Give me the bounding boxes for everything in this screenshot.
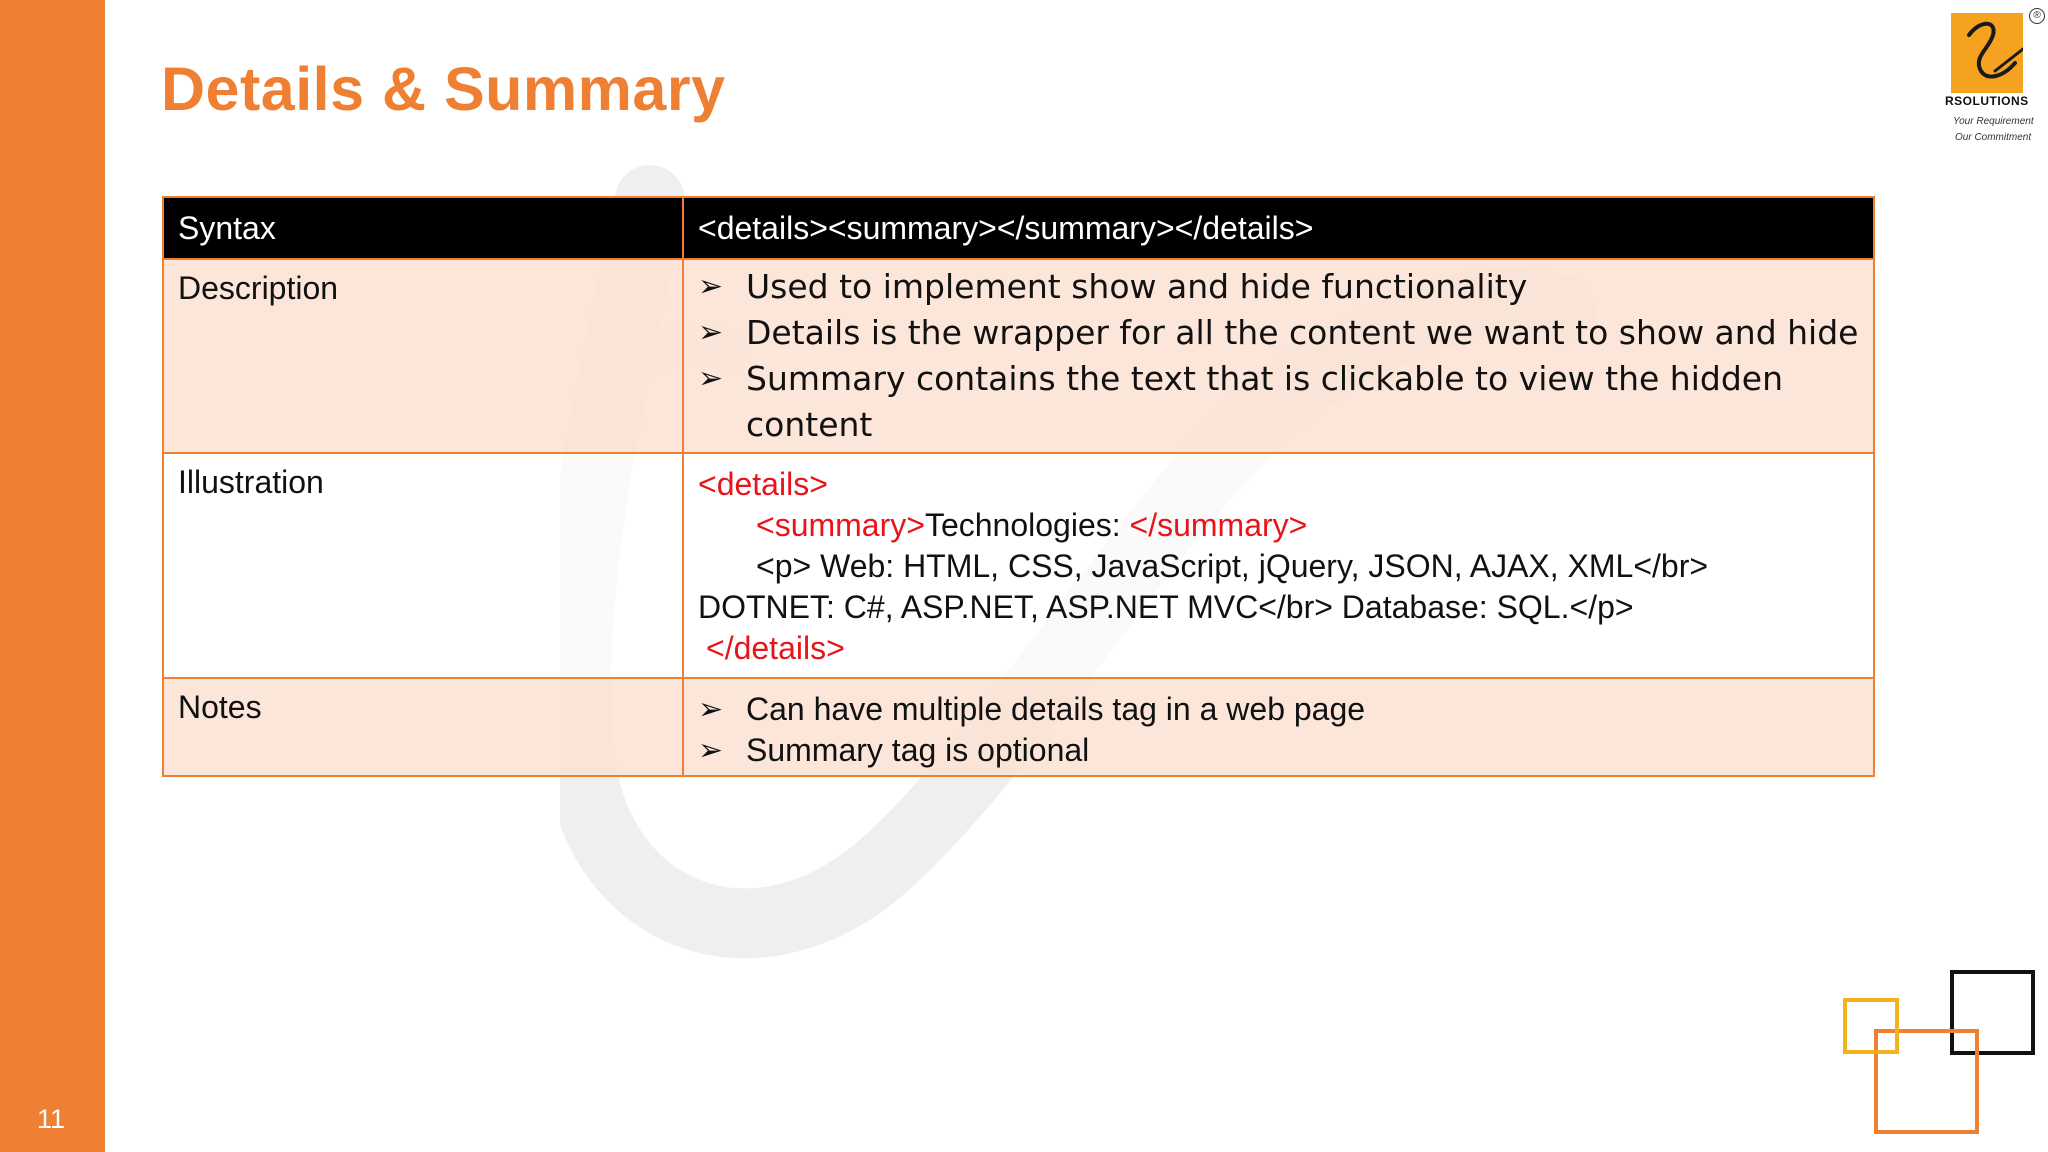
bullet-arrow-icon: ➢ — [698, 269, 724, 304]
list-item: ➢ Details is the wrapper for all the content we want to show and hide — [698, 310, 1859, 356]
slide-number: 11 — [37, 1104, 66, 1134]
registered-mark: ® — [2029, 8, 2045, 24]
details-summary-table — [162, 196, 1875, 777]
code-line-paragraph-1: <p> Web: HTML, CSS, JavaScript, jQuery, JSON, AJAX, XML</br> — [756, 548, 1709, 584]
list-item: ➢ Summary contains the text that is clickable to view the hidden content — [698, 356, 1859, 448]
table-row-description — [163, 259, 1874, 453]
illustration-code — [683, 453, 1874, 678]
syntax-label: Syntax — [163, 197, 683, 259]
list-item: ➢ Can have multiple details tag in a web page — [698, 689, 1859, 730]
bullet-arrow-icon: ➢ — [698, 315, 724, 350]
list-item: ➢ Summary tag is optional — [698, 730, 1859, 771]
illustration-label: Illustration — [163, 453, 683, 678]
notes-label: Notes — [163, 678, 683, 776]
table-row-notes — [163, 678, 1874, 776]
description-list — [683, 259, 1874, 453]
logo-tagline-1: Your Requirement — [1953, 116, 2034, 127]
bullet-arrow-icon: ➢ — [698, 693, 724, 726]
bullet-arrow-icon: ➢ — [698, 734, 724, 767]
table-row-syntax — [163, 197, 1874, 259]
slide-title: Details & Summary — [161, 55, 726, 123]
bullet-arrow-icon: ➢ — [698, 361, 724, 396]
logo-tagline-2: Our Commitment — [1955, 132, 2032, 143]
logo-badge — [1951, 13, 2023, 93]
logo-brand-text: RSOLUTIONS — [1945, 94, 2029, 108]
code-line-close-details: </details> — [706, 630, 845, 666]
syntax-value: <details><summary></summary></details> — [683, 197, 1874, 259]
code-line-paragraph-2: DOTNET: C#, ASP.NET, ASP.NET MVC</br> Database: SQL.</p> — [698, 589, 1634, 625]
logo-script-r-icon — [1951, 13, 2023, 93]
left-accent-bar — [0, 0, 105, 1152]
list-item: ➢ Used to implement show and hide functionality — [698, 264, 1859, 310]
code-line-summary: <summary>Technologies: </summary> — [756, 507, 1308, 543]
decor-square-yellow — [1843, 998, 1899, 1054]
table-row-illustration — [163, 453, 1874, 678]
company-logo — [1945, 8, 2045, 148]
description-label: Description — [163, 259, 683, 453]
code-line-open-details: <details> — [698, 466, 828, 502]
notes-list — [683, 678, 1874, 776]
